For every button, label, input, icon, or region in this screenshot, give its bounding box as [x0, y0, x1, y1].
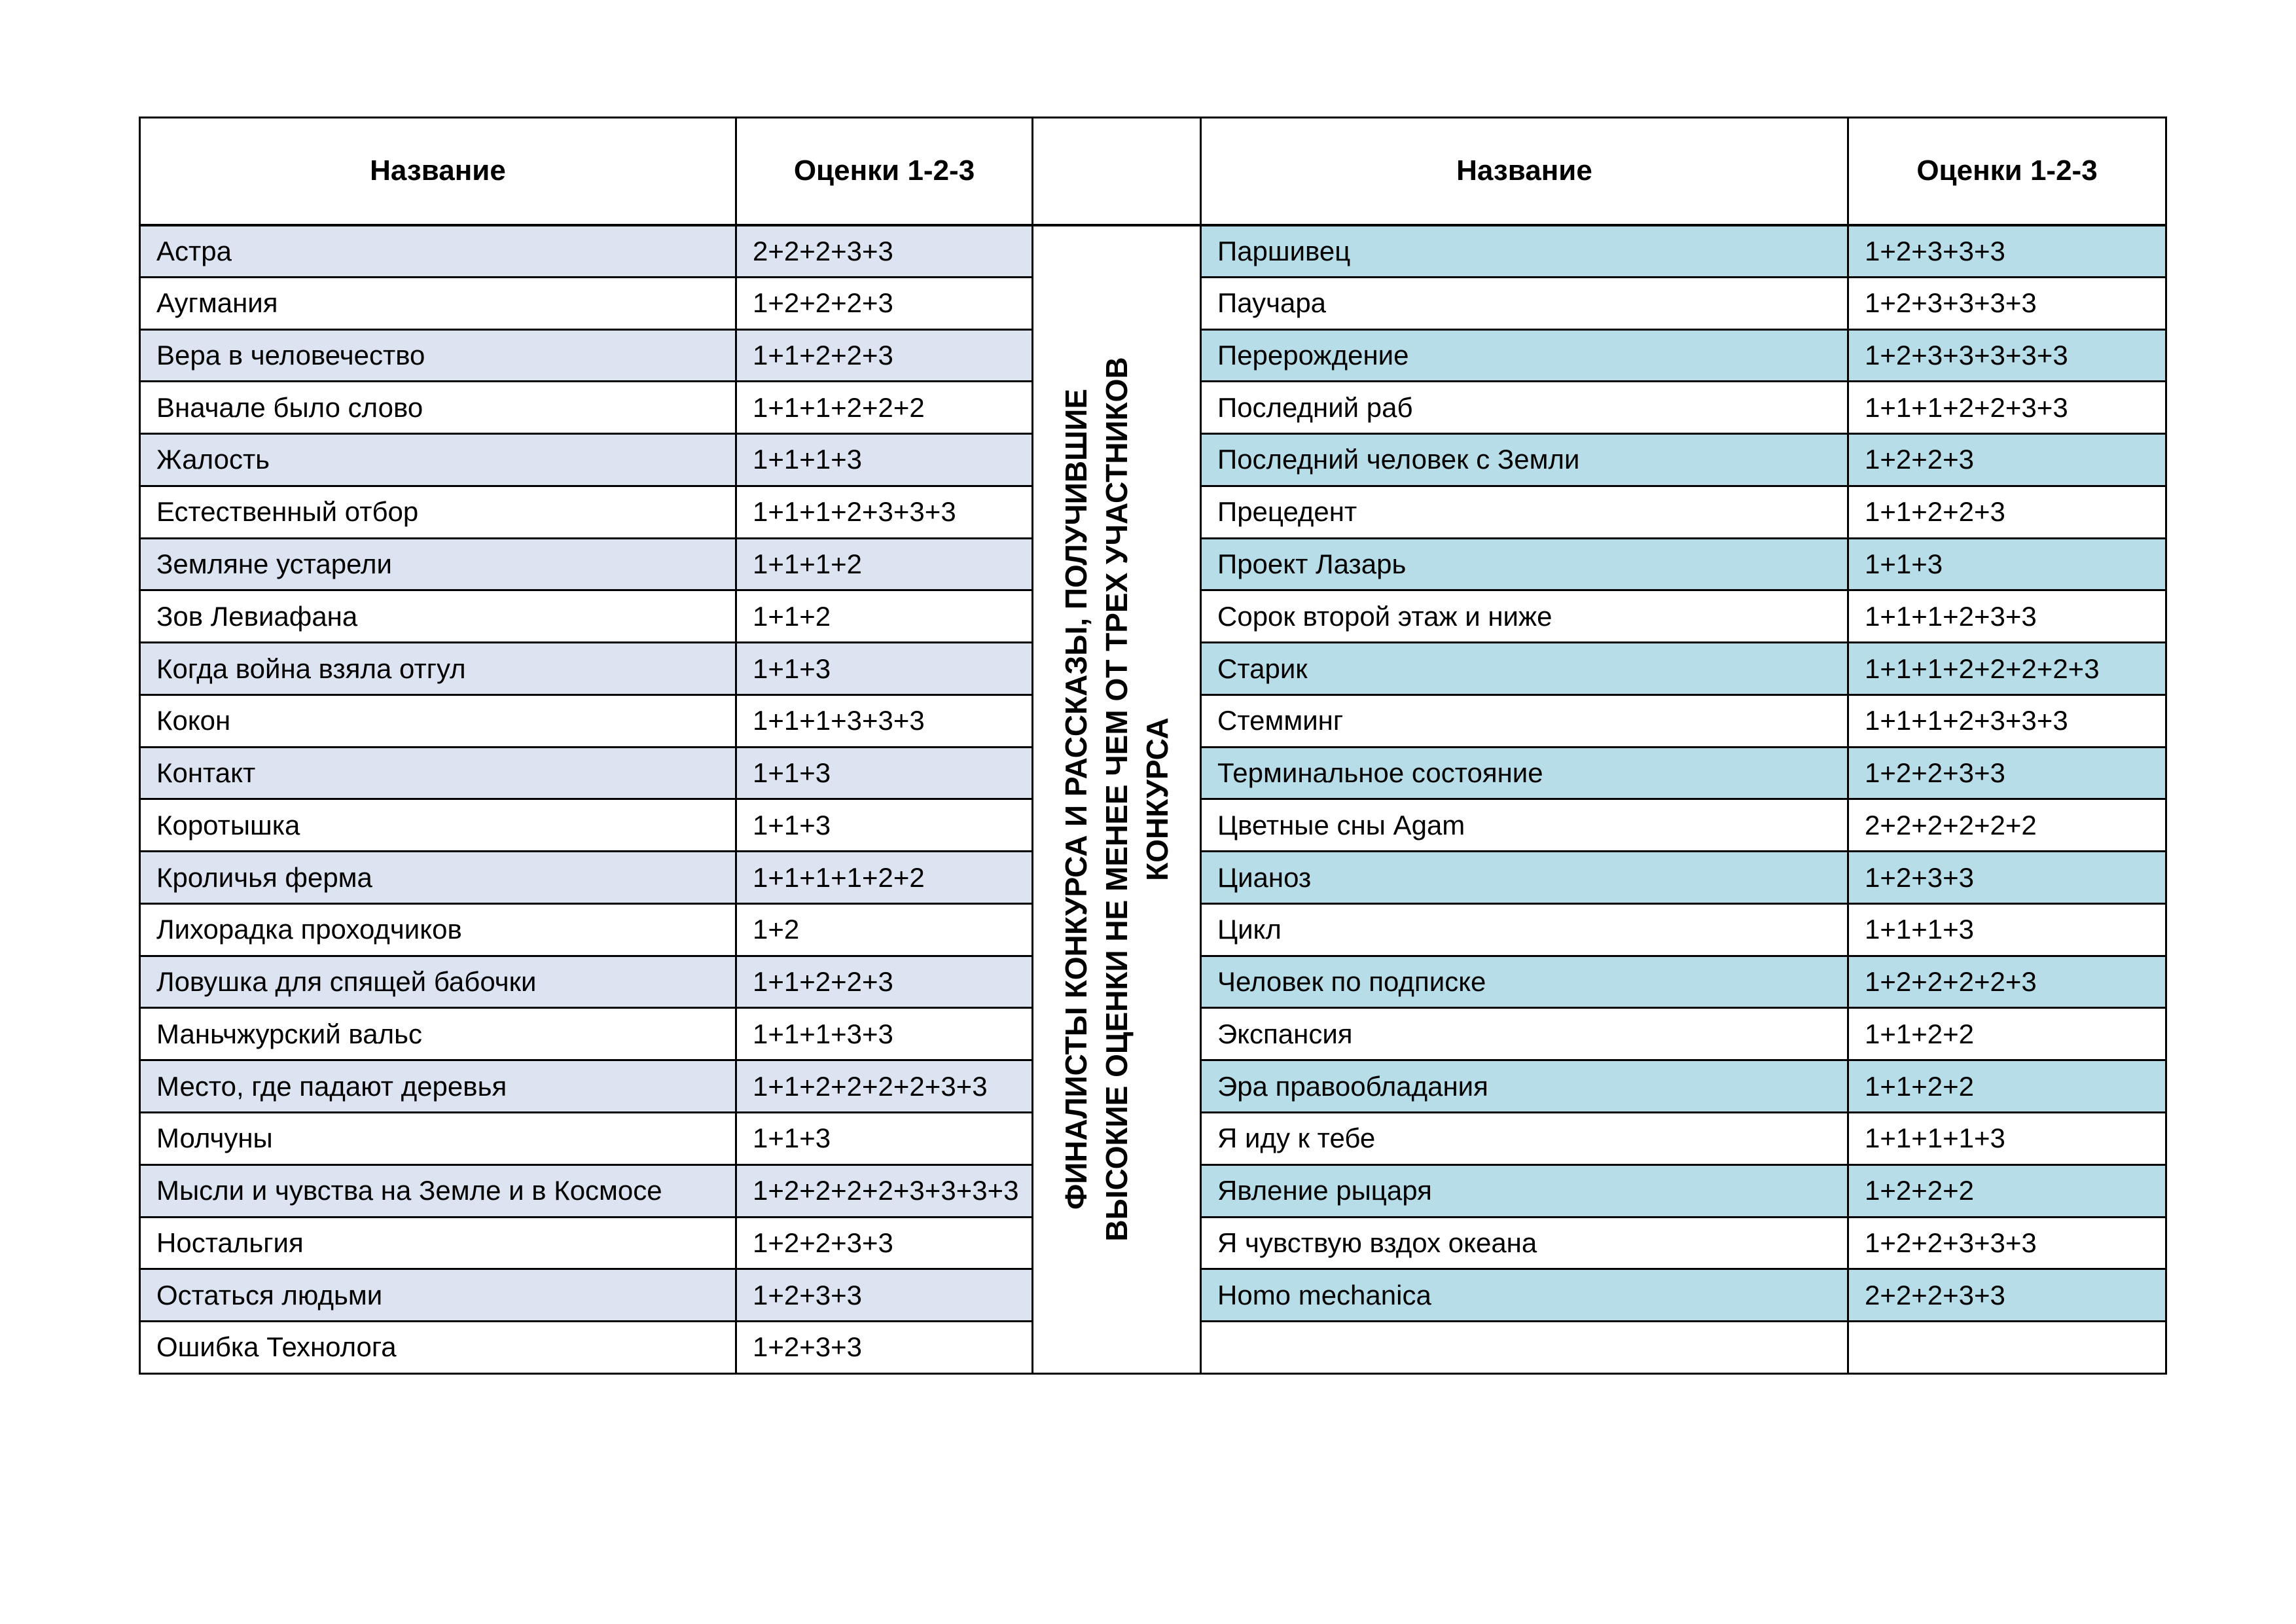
finalists-banner-line: ФИНАЛИСТЫ КОНКУРСА И РАССКАЗЫ, ПОЛУЧИВШИЕ: [1058, 389, 1093, 1210]
right-story-name-cell: Последний раб: [1201, 382, 1848, 434]
left-scores-cell: 1+1+3: [736, 747, 1033, 799]
left-scores-cell: 1+2: [736, 903, 1033, 956]
right-story-name-cell: Проект Лазарь: [1201, 538, 1848, 590]
right-scores-cell: 1+2+3+3+3+3+3: [1848, 329, 2166, 382]
left-story-name-cell: Мысли и чувства на Земле и в Космосе: [140, 1164, 736, 1217]
right-scores-cell: 1+1+2+2+3: [1848, 486, 2166, 538]
left-story-name-cell: Маньчжурский вальс: [140, 1008, 736, 1060]
left-story-name-cell: Жалость: [140, 434, 736, 486]
left-story-name-cell: Молчуны: [140, 1113, 736, 1165]
right-scores-cell: 1+2+3+3+3+3: [1848, 277, 2166, 329]
right-scores-cell: 2+2+2+2+2+2: [1848, 799, 2166, 852]
left-scores-cell: 1+2+2+3+3: [736, 1217, 1033, 1269]
right-scores-cell: 1+2+2+2: [1848, 1164, 2166, 1217]
right-story-name-cell: [1201, 1322, 1848, 1374]
right-scores-cell: 2+2+2+3+3: [1848, 1269, 2166, 1322]
right-scores-cell: 1+2+2+3+3: [1848, 747, 2166, 799]
results-table: [139, 117, 2167, 1375]
left-story-name-cell: Земляне устарели: [140, 538, 736, 590]
right-story-name-cell: Перерождение: [1201, 329, 1848, 382]
left-story-name-cell: Естественный отбор: [140, 486, 736, 538]
right-scores-cell: 1+2+3+3: [1848, 852, 2166, 904]
finalists-banner-cell: [1033, 225, 1201, 1374]
right-story-name-cell: Я чувствую вздох океана: [1201, 1217, 1848, 1269]
left-scores-cell: 2+2+2+3+3: [736, 225, 1033, 278]
left-scores-cell: 1+1+3: [736, 643, 1033, 695]
left-name-column-header: Название: [140, 118, 736, 225]
right-story-name-cell: Homo mechanica: [1201, 1269, 1848, 1322]
right-story-name-cell: Человек по подписке: [1201, 956, 1848, 1008]
right-scores-cell: 1+2+2+3: [1848, 434, 2166, 486]
right-scores-cell: 1+1+1+2+2+3+3: [1848, 382, 2166, 434]
left-story-name-cell: Вера в человечество: [140, 329, 736, 382]
left-story-name-cell: Кокон: [140, 695, 736, 747]
right-story-name-cell: Паучара: [1201, 277, 1848, 329]
left-scores-cell: 1+1+2+2+2+2+3+3: [736, 1060, 1033, 1113]
left-scores-cell: 1+2+2+2+2+3+3+3+3: [736, 1164, 1033, 1217]
left-story-name-cell: Вначале было слово: [140, 382, 736, 434]
right-story-name-cell: Прецедент: [1201, 486, 1848, 538]
right-story-name-cell: Я иду к тебе: [1201, 1113, 1848, 1165]
left-story-name-cell: Ошибка Технолога: [140, 1322, 736, 1374]
left-story-name-cell: Зов Левиафана: [140, 590, 736, 643]
left-scores-cell: 1+1+2+2+3: [736, 956, 1033, 1008]
right-scores-cell: 1+1+3: [1848, 538, 2166, 590]
left-scores-cell: 1+1+1+2: [736, 538, 1033, 590]
left-story-name-cell: Лихорадка проходчиков: [140, 903, 736, 956]
right-scores-cell: 1+1+2+2: [1848, 1008, 2166, 1060]
left-story-name-cell: Ностальгия: [140, 1217, 736, 1269]
left-story-name-cell: Остаться людьми: [140, 1269, 736, 1322]
right-scores-column-header: Оценки 1-2-3: [1848, 118, 2166, 225]
left-scores-cell: 1+1+1+2+2+2: [736, 382, 1033, 434]
rows-body: [140, 225, 2166, 1374]
left-scores-cell: 1+1+1+1+2+2: [736, 852, 1033, 904]
left-story-name-cell: Коротышка: [140, 799, 736, 852]
right-story-name-cell: Цианоз: [1201, 852, 1848, 904]
left-story-name-cell: Место, где падают деревья: [140, 1060, 736, 1113]
right-scores-cell: [1848, 1322, 2166, 1374]
right-scores-cell: 1+1+1+2+3+3: [1848, 590, 2166, 643]
right-story-name-cell: Сорок второй этаж и ниже: [1201, 590, 1848, 643]
finalists-banner-line: ВЫСОКИЕ ОЦЕНКИ НЕ МЕНЕЕ ЧЕМ ОТ ТРЕХ УЧАСТНИКОВ: [1099, 357, 1134, 1242]
right-story-name-cell: Паршивец: [1201, 225, 1848, 278]
finalists-banner-text: [1056, 236, 1177, 1362]
right-story-name-cell: Цветные сны Agam: [1201, 799, 1848, 852]
right-story-name-cell: Явление рыцаря: [1201, 1164, 1848, 1217]
right-story-name-cell: Терминальное состояние: [1201, 747, 1848, 799]
right-story-name-cell: Старик: [1201, 643, 1848, 695]
left-scores-cell: 1+1+1+3: [736, 434, 1033, 486]
left-scores-cell: 1+1+2: [736, 590, 1033, 643]
table-row: [140, 225, 2166, 278]
left-scores-cell: 1+2+3+3: [736, 1322, 1033, 1374]
right-scores-cell: 1+2+2+3+3+3: [1848, 1217, 2166, 1269]
right-name-column-header: Название: [1201, 118, 1848, 225]
left-story-name-cell: Контакт: [140, 747, 736, 799]
left-story-name-cell: Астра: [140, 225, 736, 278]
right-story-name-cell: Цикл: [1201, 903, 1848, 956]
right-scores-cell: 1+2+2+2+2+3: [1848, 956, 2166, 1008]
left-scores-cell: 1+1+3: [736, 799, 1033, 852]
left-story-name-cell: Когда война взяла отгул: [140, 643, 736, 695]
left-story-name-cell: Ловушка для спящей бабочки: [140, 956, 736, 1008]
left-story-name-cell: Кроличья ферма: [140, 852, 736, 904]
left-scores-cell: 1+2+2+2+3: [736, 277, 1033, 329]
left-scores-cell: 1+1+1+2+3+3+3: [736, 486, 1033, 538]
header-row: [140, 118, 2166, 225]
right-story-name-cell: Эра правообладания: [1201, 1060, 1848, 1113]
right-scores-cell: 1+1+1+1+3: [1848, 1113, 2166, 1165]
right-scores-cell: 1+1+2+2: [1848, 1060, 2166, 1113]
left-scores-cell: 1+2+3+3: [736, 1269, 1033, 1322]
left-scores-cell: 1+1+3: [736, 1113, 1033, 1165]
banner-column-header-empty: [1033, 118, 1201, 225]
right-story-name-cell: Последний человек с Земли: [1201, 434, 1848, 486]
right-scores-cell: 1+2+3+3+3: [1848, 225, 2166, 278]
right-scores-cell: 1+1+1+2+2+2+2+3: [1848, 643, 2166, 695]
right-scores-cell: 1+1+1+3: [1848, 903, 2166, 956]
left-scores-cell: 1+1+1+3+3: [736, 1008, 1033, 1060]
left-story-name-cell: Аугмания: [140, 277, 736, 329]
left-scores-cell: 1+1+2+2+3: [736, 329, 1033, 382]
left-scores-column-header: Оценки 1-2-3: [736, 118, 1033, 225]
right-story-name-cell: Экспансия: [1201, 1008, 1848, 1060]
right-story-name-cell: Стемминг: [1201, 695, 1848, 747]
right-scores-cell: 1+1+1+2+3+3+3: [1848, 695, 2166, 747]
finalists-banner-line: КОНКУРСА: [1140, 717, 1175, 882]
left-scores-cell: 1+1+1+3+3+3: [736, 695, 1033, 747]
